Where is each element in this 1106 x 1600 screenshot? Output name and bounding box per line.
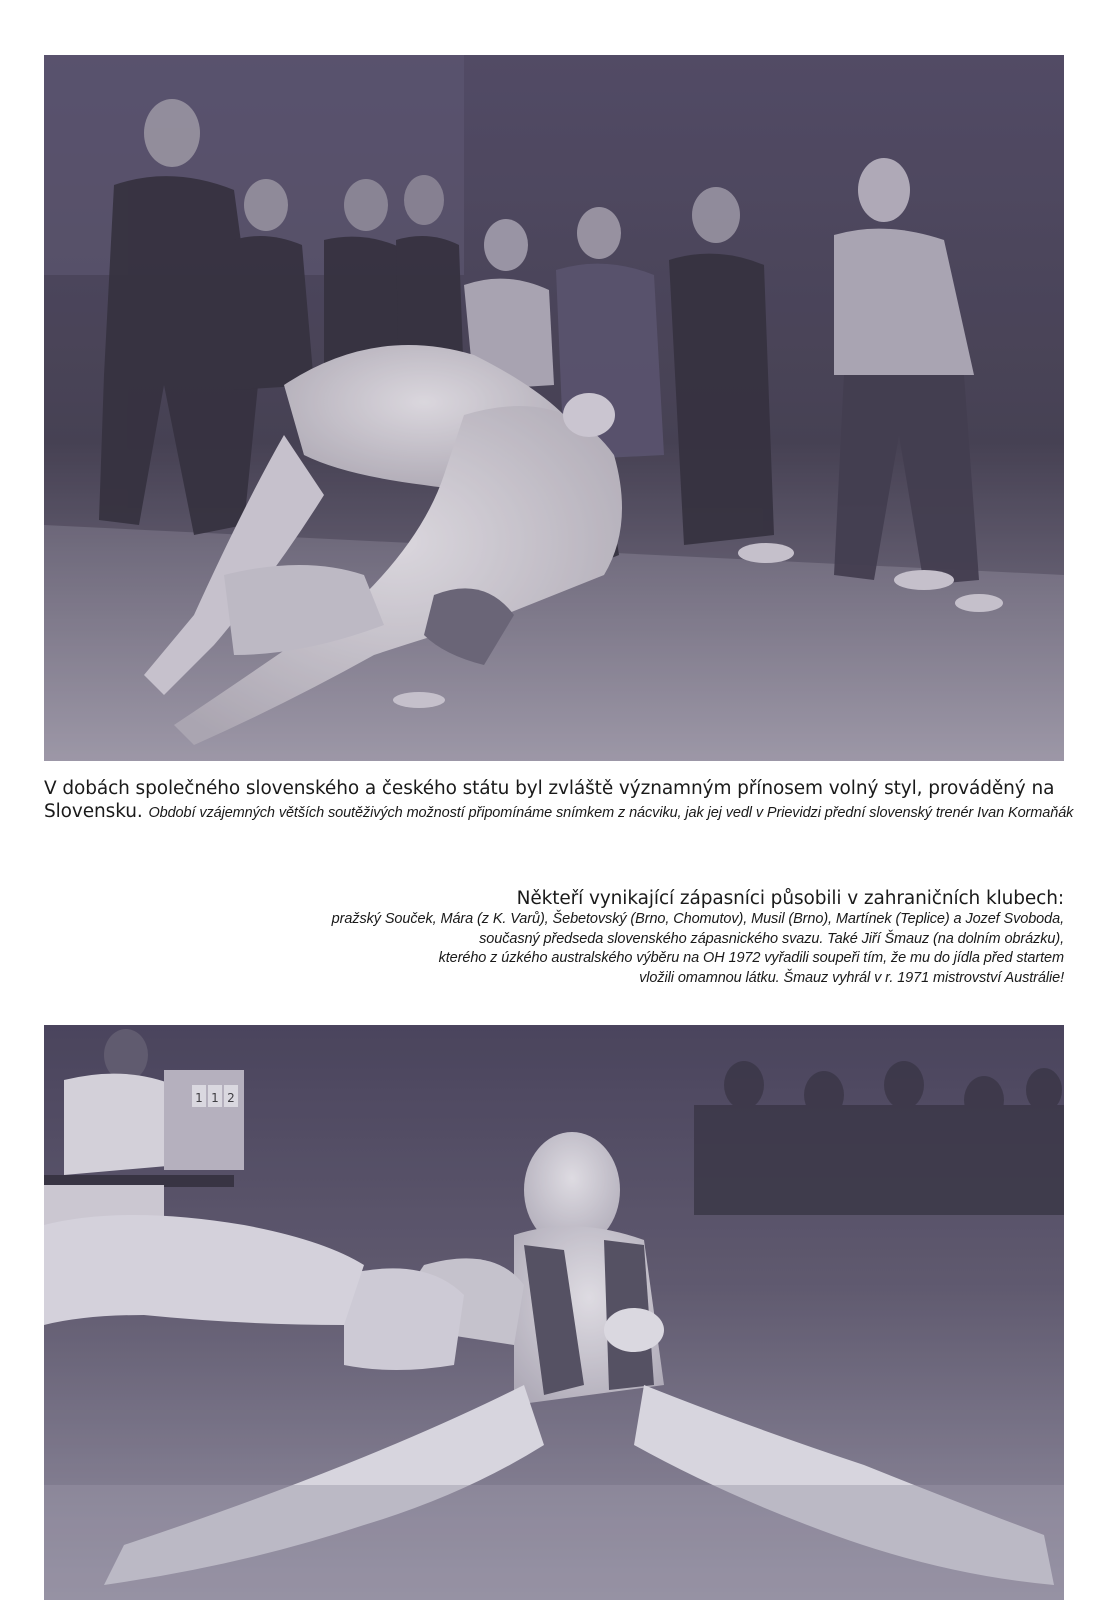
- training-photo-image: [44, 55, 1064, 761]
- match-wrestling-photo: [44, 1025, 1064, 1600]
- scoreboard-digit: 2: [227, 1091, 235, 1105]
- training-wrestling-photo: [44, 55, 1064, 761]
- scoreboard-digit: 1: [195, 1091, 203, 1105]
- caption-line: současný předseda slovenského zápasnického svazu. Také Jiří Šmauz (na dolním obrázku),: [479, 930, 1064, 947]
- caption-heading: Někteří vynikající zápasníci působili v zahraničních klubech:: [516, 888, 1064, 909]
- caption-line: kterého z úzkého australského výběru na OH 1972 vyřadili soupeři tím, že mu do jídla před startem: [438, 950, 1064, 966]
- caption-line: vložili omamnou látku. Šmauz vyhrál v r. 1971 mistrovství Austrálie!: [639, 969, 1064, 986]
- caption-detail-text: Období vzájemných větších soutěživých možností připomínáme snímkem z nácviku, jak jej vedl v Prievidzi přední slovenský trenér Ivan Kormaňák: [148, 805, 1074, 821]
- bottom-photo-caption: [44, 888, 1064, 988]
- caption-lead-text: V dobách společného slovenského a českého státu byl zvláště významným přínosem volný styl, prováděný na Slovensku.: [44, 778, 1055, 822]
- top-photo-caption: [44, 777, 1074, 823]
- scoreboard-digit: 1: [211, 1091, 219, 1105]
- match-photo-image: [44, 1025, 1064, 1600]
- caption-line: pražský Souček, Mára (z K. Varů), Šebetovský (Brno, Chomutov), Musil (Brno), Martínek (Teplice) a Jozef Svoboda,: [331, 911, 1064, 927]
